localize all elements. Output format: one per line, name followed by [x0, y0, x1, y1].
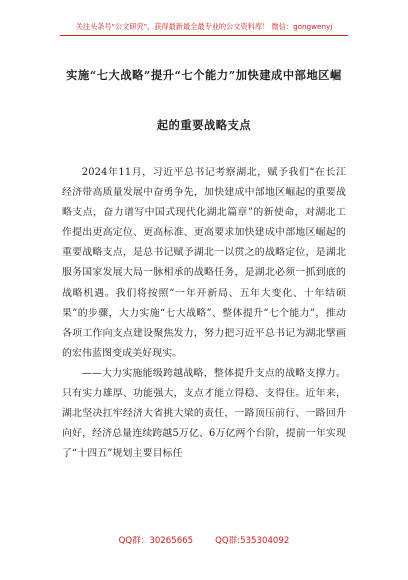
footer-qq-group-1: QQ群：30265665: [118, 536, 194, 546]
header-divider: [60, 35, 348, 36]
document-title-line-2: 起的重要战略支点: [156, 118, 252, 132]
paragraph-1: 2024年11月，习近平总书记考察湖北，赋予我们“在长江经济带高质量发展中奋勇争先，加快建成中部地区崛起的重要战略支点，奋力谱写中国式现代化湖北篇章”的新使命，对湖北工作提出更高定位、更高标准、更高要求加快建成中部地区崛起的重要战略支点，是总书记赋予湖北一以贯之的战略定位，是湖北服务国家发展大局一脉相承的战略任务，是湖北必须一抓到底的战略机遇。我们将按照“一年开新局、五年大变化、十年结硕果”的步骤，大力实施“七大战略”、整体提升“七个能力”，推动各项工作向支点建设聚焦发力，努力把习近平总书记为湖北擘画的宏伟蓝图变成美好现实。: [62, 167, 346, 359]
document-body: [62, 163, 346, 464]
document-title-line-1: 实施“七大战略”提升“七个能力”加快建成中部地区崛: [66, 68, 342, 82]
header-banner: 关注头条号"公文研究"，获得最新最全最专业的公文资料库！ 微信：gongwenyj: [75, 22, 333, 31]
paragraph-2: ——大力实施能级跨越战略，整体提升支点的战略支撑力。只有实力雄厚、功能强大，支点才能立得稳、支得住。近年来，湖北坚决扛牢经济大省挑大梁的责任，一路顶压前行、一路回升向好，经济总量连续跨越5万亿、6万亿两个台阶，提前一年实现了“十四五”规划主要目标任: [62, 367, 346, 460]
footer-contact: [0, 534, 408, 546]
footer-qq-group-2: QQ群:535304092: [215, 536, 290, 546]
